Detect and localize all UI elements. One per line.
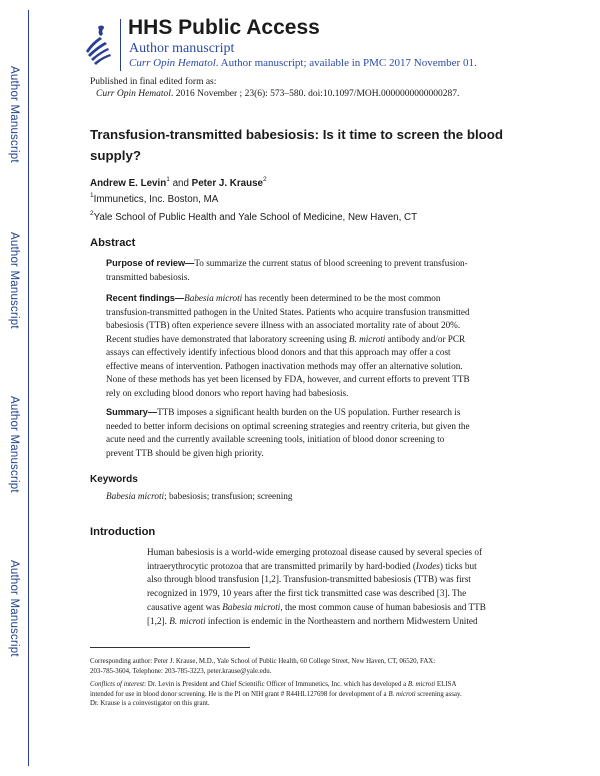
conflicts-footnote: [90, 680, 520, 709]
intro-text: ) ticks but: [439, 560, 477, 571]
footnote-text: 203-785-3604, Telephone: 203-785-3223, peter.krause@yale.edu.: [90, 667, 272, 675]
footnote-text: ELISA: [435, 681, 457, 688]
findings-text: assays can effectively identify infectious blood donors and that this approach may offer a cost: [106, 347, 451, 357]
author-affiliation-marker: 1: [166, 176, 170, 183]
purpose-label: Purpose of review—: [106, 258, 195, 268]
author-affiliation-marker: 2: [263, 176, 267, 183]
hhs-eagle-logo-icon: [80, 21, 114, 65]
keywords-heading: Keywords: [90, 474, 138, 485]
affiliation-marker: 2: [90, 210, 94, 217]
author-name: Andrew E. Levin: [90, 178, 167, 189]
summary-label: Summary—: [106, 407, 158, 417]
citation-details: . 2016 November ; 23(6): 573–580. doi:10.1097/MOH.0000000000000287.: [170, 89, 460, 99]
affiliation-1: [90, 194, 218, 205]
species-name: B. microti: [169, 615, 206, 626]
affiliation-text: Yale School of Public Health and Yale School of Medicine, New Haven, CT: [93, 212, 418, 223]
findings-text: babesiosis (TTB) often experience severe illness with an associated mortality rate of about 20%.: [106, 320, 461, 330]
keywords-text: ; babesiosis; transfusion; screening: [164, 491, 293, 501]
summary-text: TTB imposes a significant health burden on the US population. Further research is: [157, 407, 461, 417]
intro-text: , the most common cause of human babesiosis and TTB: [280, 601, 486, 612]
findings-text: effective means of intervention. Pathogen inactivation methods may offer an alternative solution.: [106, 360, 463, 371]
species-name: Babesia microti: [184, 293, 243, 303]
abstract-findings: [106, 292, 520, 400]
corresponding-author-footnote: [90, 657, 520, 676]
margin-rule: [28, 10, 29, 766]
side-label-author-manuscript: Author Manuscript: [8, 66, 20, 163]
introduction-heading: Introduction: [90, 526, 156, 538]
citation: [96, 89, 459, 99]
findings-label: Recent findings—: [106, 293, 185, 303]
summary-text: prevent TTB should be given high priority.: [106, 447, 264, 458]
intro-text: also through blood transfusion [1,2]. Transfusion-transmitted babesiosis (TTB) was first: [147, 574, 471, 585]
keyword-species: Babesia microti: [106, 491, 165, 501]
introduction-paragraph: [147, 546, 527, 628]
findings-text: has recently been determined to be the most common: [242, 293, 441, 303]
author-joiner: and: [172, 178, 189, 189]
conflicts-label: Conflicts of interest: [90, 681, 145, 688]
footnote-rule: [90, 647, 250, 648]
species-name: B. microti: [348, 333, 386, 344]
hhs-public-access-title: HHS Public Access: [128, 16, 320, 39]
species-name: B. microti: [388, 690, 416, 698]
genus-name: Ixodes: [415, 560, 440, 571]
published-in-label: Published in final edited form as:: [90, 77, 217, 87]
availability-text: . Author manuscript; available in PMC 2017 November 01.: [215, 57, 477, 69]
intro-text: infection is endemic in the Northeastern and northern Midwestern United: [205, 615, 478, 626]
species-name: B. microti: [407, 681, 436, 688]
journal-name: Curr Opin Hematol: [129, 57, 216, 69]
abstract-purpose: [106, 257, 520, 284]
side-label-author-manuscript: Author Manuscript: [8, 560, 20, 657]
purpose-text: transmitted babesiosis.: [106, 271, 190, 282]
findings-text: Recent studies have demonstrated that laboratory screening using: [106, 333, 349, 344]
summary-text: acute need and the currently available screening tools, initiation of blood donor screening to: [106, 434, 445, 444]
footnote-text: intended for use in blood donor screening. He is the PI on NIH grant # R44HL127698 for development of a: [90, 690, 389, 698]
intro-text: intraerythrocytic protozoa that are transmitted primarily by hard-bodied (: [147, 560, 416, 571]
intro-text: causative agent was: [147, 601, 223, 612]
citation-journal: Curr Opin Hematol: [96, 89, 171, 99]
footnote-text: Corresponding author: Peter J. Krause, M.D., Yale School of Public Health, 60 College Street, New Haven, CT, 06520, FAX:: [90, 658, 436, 665]
affiliation-2: [90, 212, 417, 223]
footnote-text: Dr. Krause is a coinvestigator on this grant.: [90, 700, 210, 707]
abstract-summary: [106, 406, 520, 460]
intro-text: recognized in 1979, 10 years after the first tick transmitted case was described [3]. The: [147, 588, 467, 599]
intro-text: Human babesiosis is a world-wide emerging protozoal disease caused by several species of: [147, 547, 483, 557]
findings-text: transfusion-transmitted pathogen in the United States. Patients who acquire transfusion transmitted: [106, 306, 470, 317]
footnote-text: screening assay.: [415, 690, 462, 698]
findings-text: rely on excluding blood donors who report having had babesiosis.: [106, 387, 349, 398]
pmc-availability-line: [129, 57, 477, 69]
header-divider: [120, 19, 121, 71]
summary-text: needed to better inform decisions on optimal screening strategies and reentry criteria, but given the: [106, 420, 470, 431]
species-name: Babesia microti: [222, 601, 281, 612]
purpose-text: To summarize the current status of blood screening to prevent transfusion-: [194, 258, 468, 268]
side-label-author-manuscript: Author Manuscript: [8, 232, 20, 329]
affiliation-marker: 1: [90, 192, 94, 199]
findings-text: antibody and/or PCR: [385, 333, 466, 344]
abstract-heading: Abstract: [90, 237, 136, 249]
author-list: [90, 178, 267, 189]
side-label-author-manuscript: Author Manuscript: [8, 396, 20, 493]
author-name: Peter J. Krause: [191, 178, 264, 189]
author-manuscript-subtitle: Author manuscript: [129, 41, 235, 56]
paper-title: Transfusion-transmitted babesiosis: Is it time to screen the blood supply?: [90, 127, 504, 163]
findings-text: None of these methods has yet been licensed by FDA, however, and current efforts to prevent TTB: [106, 374, 470, 384]
intro-text: [1,2].: [147, 615, 170, 626]
keywords-list: [106, 491, 292, 501]
footnote-text: : Dr. Levin is President and Chief Scientific Officer of Immunetics, Inc. which has developed a: [144, 681, 408, 688]
affiliation-text: Immunetics, Inc. Boston, MA: [93, 194, 219, 205]
